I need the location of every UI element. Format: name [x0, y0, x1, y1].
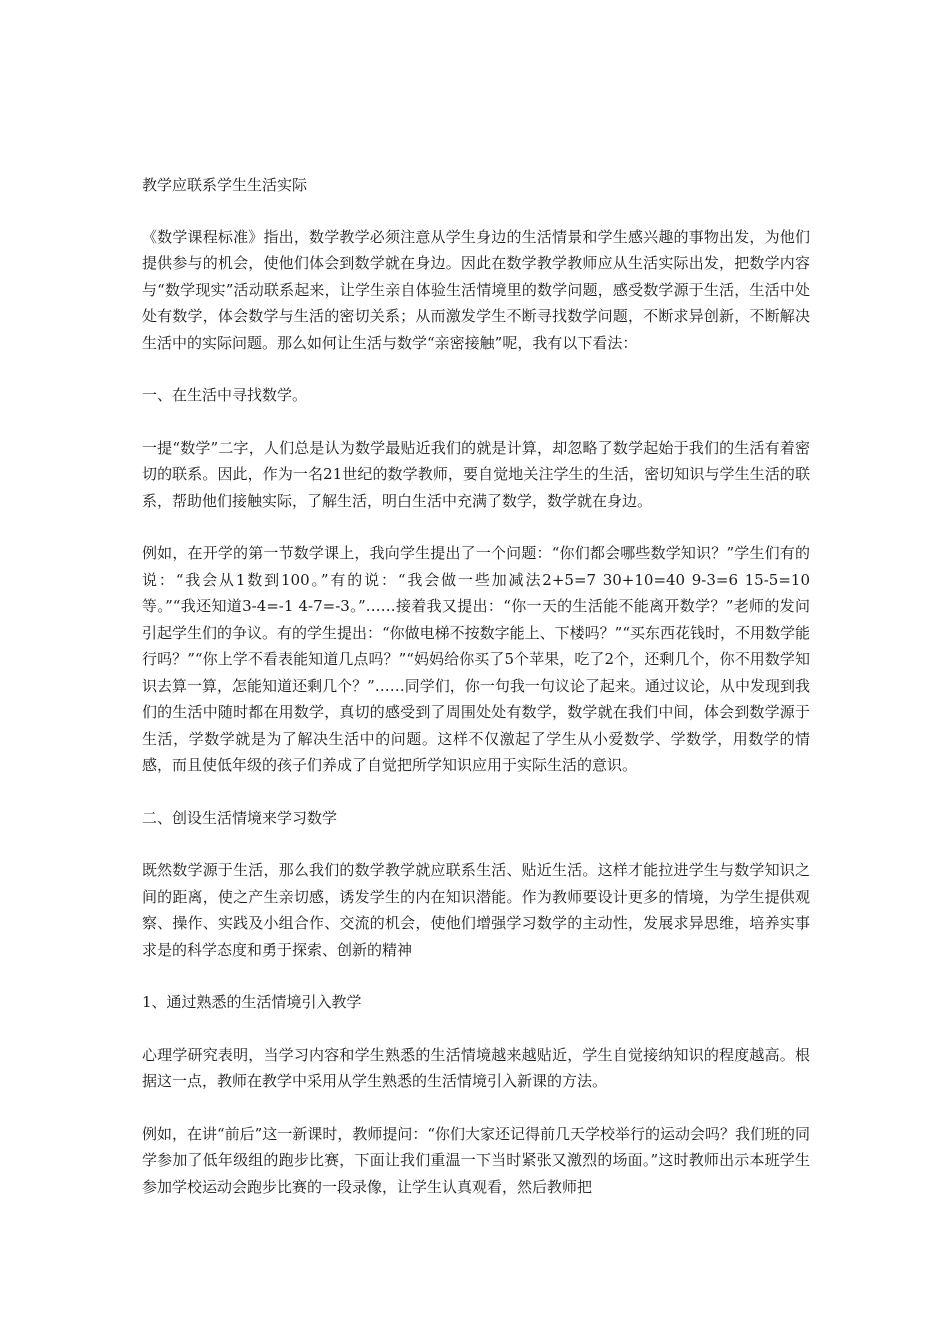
document-title: 教学应联系学生生活实际: [142, 176, 308, 194]
section-heading-1: 一、在生活中寻找数学。: [142, 386, 308, 404]
subsection-1-paragraph: 心理学研究表明，当学习内容和学生熟悉的生活情境越来越贴近，学生自觉接纳知识的程度越高。根据这一点，教师在教学中采用从学生熟悉的生活情境引入新课的方法。: [142, 1045, 810, 1090]
subsection-heading-1: 1、通过熟悉的生活情境引入教学: [142, 993, 362, 1011]
intro-paragraph: 《数学课程标准》指出，数学教学必须注意从学生身边的生活情景和学生感兴趣的事物出发，为他们提供参与的机会，使他们体会到数学就在身边。因此在数学教学教师应从生活实际出发，把数学内容与“数学现实”活动联系起来，让学生亲自体验生活情境里的数学问题，感受数学源于生活，生活中处处有数学，体会数学与生活的密切关系；从而激发学生不断寻找数学问题，不断求异创新，不断解决生活中的实际问题。那么如何让生活与数学“亲密接触”呢，我有以下看法：: [142, 227, 810, 352]
example-paragraph-1: 例如，在开学的第一节数学课上，我向学生提出了一个问题：“你们都会哪些数学知识？”学生们有的说：“我会从1数到100。”有的说：“我会做一些加减法2+5=7 30+10=40 9-3=6 15-5=10等。”“我还知道3-4=-1 4-7=-3。”……接着我又提出：“你一天的生活能不能离开数学？”老师的发问引起学生们的争议。有的学生提出：“你做电梯不按数字能上、下楼吗？”“买东西花钱时，不用数学能行吗？”“你上学不看表能知道几点吗？”“妈妈给你买了5个苹果，吃了2个，还剩几个，你不用数学知识去算一算，怎能知道还剩几个？”……同学们，你一句我一句议论了起来。通过议论，从中发现到我们的生活中随时都在用数学，真切的感受到了周围处处有数学，数学就在我们中间，体会到数学源于生活，学数学就是为了解决生活中的问题。这样不仅激起了学生从小爱数学、学数学，用数学的情感，而且使低年级的孩子们养成了自觉把所学知识应用于实际生活的意识。: [142, 544, 811, 774]
example-paragraph-2: 例如，在讲“前后”这一新课时，教师提问：“你们大家还记得前几天学校举行的运动会吗？我们班的同学参加了低年级组的跑步比赛，下面让我们重温一下当时紧张又激烈的场面。”这时教师出示本班学生参加学校运动会跑步比赛的一段录像，让学生认真观看，然后教师把: [142, 1124, 811, 1196]
document-body: [142, 172, 810, 1200]
section-1-paragraph: 一提“数学”二字，人们总是认为数学最贴近我们的就是计算，却忽略了数学起始于我们的生活有着密切的联系。因此，作为一名21世纪的数学教师，要自觉地关注学生的生活，密切知识与学生生活的联系，帮助他们接触实际，了解生活，明白生活中充满了数学，数学就在身边。: [142, 438, 810, 510]
section-2-paragraph: 既然数学源于生活，那么我们的数学教学就应联系生活、贴近生活。这样才能拉进学生与数学知识之间的距离，使之产生亲切感，诱发学生的内在知识潜能。作为教师要设计更多的情境，为学生提供观察、操作、实践及小组合作、交流的机会，使他们增强学习数学的主动性，发展求异思维，培养实事求是的科学态度和勇于探索、创新的精神: [142, 861, 810, 959]
section-heading-2: 二、创设生活情境来学习数学: [142, 808, 338, 827]
